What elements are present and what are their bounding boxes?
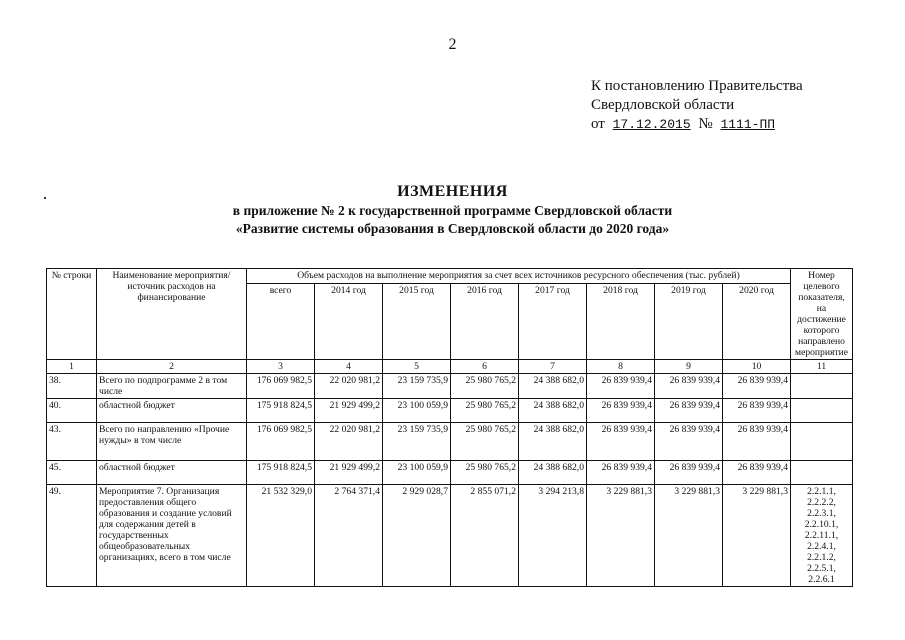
col-number: 5 (383, 360, 451, 374)
cell-2015: 2 929 028,7 (383, 485, 451, 587)
cell-2015: 23 159 735,9 (383, 423, 451, 461)
cell-2017: 3 294 213,8 (519, 485, 587, 587)
cell-2018: 26 839 939,4 (587, 374, 655, 399)
cell-2014: 21 929 499,2 (315, 399, 383, 423)
resolution-date: 17.12.2015 (612, 117, 691, 132)
header-2014: 2014 год (315, 283, 383, 359)
cell-2018: 3 229 881,3 (587, 485, 655, 587)
row-number: 43. (47, 423, 97, 461)
cell-2014: 2 764 371,4 (315, 485, 383, 587)
row-name: Мероприятие 7. Организация предоставления общего образования и создание условий для содержания детей в государственных общеобразовательных организациях, всего в том числе (97, 485, 247, 587)
title-line-2: в приложение № 2 к государственной программе Свердловской области (232, 203, 673, 218)
col-number: 10 (723, 360, 791, 374)
header-row-1 (47, 269, 853, 284)
page-number: 2 (448, 36, 457, 53)
row-name: Всего по подпрограмме 2 в том числе (97, 374, 247, 399)
cell-2020: 26 839 939,4 (723, 374, 791, 399)
cell-2017: 24 388 682,0 (519, 461, 587, 485)
cell-2020: 3 229 881,3 (723, 485, 791, 587)
header-2018: 2018 год (587, 283, 655, 359)
col-number: 9 (655, 360, 723, 374)
header-name: Наименование мероприятия/ источник расходов на финансирование (97, 269, 247, 360)
title-line-3: «Развитие системы образования в Свердловской области до 2020 года» (235, 221, 670, 236)
cell-2019: 26 839 939,4 (655, 461, 723, 485)
table-row (47, 399, 853, 423)
cell-2018: 26 839 939,4 (587, 399, 655, 423)
cell-target (791, 461, 853, 485)
table-row (47, 485, 853, 587)
cell-2019: 26 839 939,4 (655, 423, 723, 461)
cell-2015: 23 100 059,9 (383, 461, 451, 485)
header-volume: Объем расходов на выполнение мероприятия за счет всех источников ресурсного обеспечения (тыс. рублей) (247, 269, 791, 284)
column-number-row (47, 360, 853, 374)
cell-2018: 26 839 939,4 (587, 423, 655, 461)
cell-target (791, 423, 853, 461)
cell-2016: 2 855 071,2 (451, 485, 519, 587)
col-number: 11 (791, 360, 853, 374)
expenses-table (46, 268, 853, 587)
cell-total: 21 532 329,0 (247, 485, 315, 587)
table-row (47, 374, 853, 399)
row-number: 49. (47, 485, 97, 587)
cell-2016: 25 980 765,2 (451, 374, 519, 399)
cell-2020: 26 839 939,4 (723, 423, 791, 461)
col-number: 2 (97, 360, 247, 374)
table-row (47, 423, 853, 461)
resolution-number: 1111-ПП (720, 117, 776, 132)
row-number: 40. (47, 399, 97, 423)
cell-total: 175 918 824,5 (247, 461, 315, 485)
cell-2016: 25 980 765,2 (451, 423, 519, 461)
header-2015: 2015 год (383, 283, 451, 359)
date-prefix: от (591, 116, 605, 132)
col-number: 7 (519, 360, 587, 374)
cell-2014: 22 020 981,2 (315, 374, 383, 399)
cell-2019: 26 839 939,4 (655, 399, 723, 423)
row-number: 45. (47, 461, 97, 485)
cell-2018: 26 839 939,4 (587, 461, 655, 485)
cell-2020: 26 839 939,4 (723, 461, 791, 485)
col-number: 1 (47, 360, 97, 374)
header-2017: 2017 год (519, 283, 587, 359)
cell-2015: 23 100 059,9 (383, 399, 451, 423)
header-2016: 2016 год (451, 283, 519, 359)
row-name: областной бюджет (97, 399, 247, 423)
title-main: ИЗМЕНЕНИЯ (397, 183, 508, 200)
col-number: 6 (451, 360, 519, 374)
cell-2017: 24 388 682,0 (519, 374, 587, 399)
cell-total: 176 069 982,5 (247, 423, 315, 461)
col-number: 8 (587, 360, 655, 374)
cell-2016: 25 980 765,2 (451, 461, 519, 485)
cell-2014: 21 929 499,2 (315, 461, 383, 485)
cell-target (791, 374, 853, 399)
col-number: 3 (247, 360, 315, 374)
row-name: областной бюджет (97, 461, 247, 485)
cell-total: 176 069 982,5 (247, 374, 315, 399)
resolution-header (591, 77, 803, 134)
header-2020: 2020 год (723, 283, 791, 359)
header-date-line (591, 115, 803, 134)
table-row (47, 461, 853, 485)
cell-target (791, 399, 853, 423)
cell-2017: 24 388 682,0 (519, 423, 587, 461)
cell-2017: 24 388 682,0 (519, 399, 587, 423)
cell-target: 2.2.1.1, 2.2.2.2, 2.2.3.1, 2.2.10.1, 2.2.11.1, 2.2.4.1, 2.2.1.2, 2.2.5.1, 2.2.6.1 (791, 485, 853, 587)
cell-2014: 22 020 981,2 (315, 423, 383, 461)
cell-2019: 3 229 881,3 (655, 485, 723, 587)
cell-2019: 26 839 939,4 (655, 374, 723, 399)
header-2019: 2019 год (655, 283, 723, 359)
number-prefix: № (698, 116, 713, 132)
header-total: всего (247, 283, 315, 359)
col-number: 4 (315, 360, 383, 374)
header-target: Номер целевого показателя, на достижение которого направлено мероприятие (791, 269, 853, 360)
cell-2015: 23 159 735,9 (383, 374, 451, 399)
cell-total: 175 918 824,5 (247, 399, 315, 423)
cell-2020: 26 839 939,4 (723, 399, 791, 423)
cell-2016: 25 980 765,2 (451, 399, 519, 423)
header-line-2: Свердловской области (591, 97, 735, 113)
document-title (0, 182, 905, 238)
row-name: Всего по направлению «Прочие нужды» в том числе (97, 423, 247, 461)
header-row-num: № строки (47, 269, 97, 360)
header-line-1: К постановлению Правительства (591, 78, 803, 94)
row-number: 38. (47, 374, 97, 399)
